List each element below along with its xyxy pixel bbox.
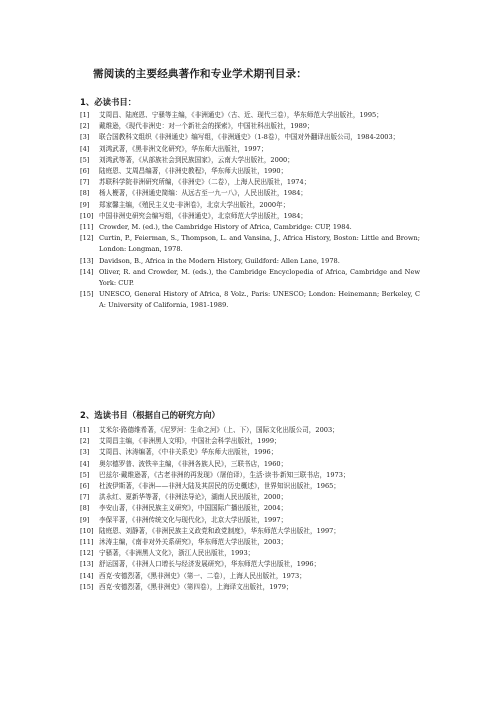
- reference-text: 中国非洲史研究会编写组，《非洲通史》，北京师范大学出版社，1984；: [99, 211, 307, 220]
- reference-number: [5]: [80, 155, 90, 164]
- reference-item: [80, 188, 420, 199]
- reference-item: [80, 447, 420, 458]
- reference-text: 李安山著，《非洲民族主义研究》，中国国际广播出版社，2004；: [99, 504, 288, 513]
- reference-number: [1]: [80, 111, 90, 119]
- reference-number: [13]: [80, 560, 94, 569]
- reference-number: [3]: [80, 448, 90, 457]
- reference-text: 艾周昌主编，《非洲黑人文明》，中国社会科学出版社，1999；: [99, 437, 281, 446]
- reference-item: [80, 155, 420, 166]
- optional-reading-list: [80, 425, 420, 593]
- section-heading-required: 1、必读书目：: [80, 97, 137, 107]
- reference-number: [9]: [80, 515, 90, 524]
- reference-number: [9]: [80, 200, 90, 209]
- reference-text: 陆庭恩、刘静著，《非洲民族主义政党和政党制度》，华东师范大学出版社，1997；: [99, 526, 340, 535]
- reference-item: [80, 470, 420, 481]
- reference-item: [80, 492, 420, 503]
- reference-text: 郑家馨主编，《殖民主义史·非洲卷》，北京大学出版社，2000年；: [99, 200, 290, 209]
- reference-item: [80, 132, 420, 143]
- reference-text: 西克·安德烈著，《黑非洲史》（第一、二卷），上海人民出版社，1973；: [99, 571, 306, 580]
- reference-item: [80, 559, 420, 570]
- reference-text: 刘鸿武著，《黑非洲文化研究》，华东师大出版社，1997；: [99, 144, 268, 153]
- reference-item: [80, 110, 420, 121]
- section-heading-optional: 2、选读书目（根据自己的研究方向）: [80, 410, 220, 420]
- reference-text: 杨人楩著，《非洲通史简编：从远古至一九一八》，人民出版社，1984；: [99, 189, 307, 198]
- page-title: 需阅读的主要经典著作和专业学术期刊目录：: [93, 68, 307, 80]
- reference-text: 艾米尔·路德维希著，《尼罗河：生命之河》（上、下），国际文化出版公司，2003；: [99, 426, 339, 434]
- reference-item: [80, 436, 420, 447]
- reference-item: [80, 515, 420, 526]
- reference-text: 西克·安德烈著，《黑非洲史》（第四卷），上海译文出版社，1979；: [99, 582, 293, 591]
- reference-text: 巴兹尔·戴维逊著，《古老非洲的再发现》（屠伯译），生活·读书·新知三联书店，1973；: [99, 470, 350, 479]
- reference-number: [3]: [80, 133, 90, 142]
- reference-text: 艾周昌、沐涛编著，《中非关系史》华东师大出版社，1996；: [99, 448, 278, 457]
- reference-item: [80, 548, 420, 559]
- reference-text: 戴维逊，《现代非洲史：对一个新社会的探索》，中国社科出版社，1989；: [99, 122, 314, 131]
- reference-text: Oliver, R. and Crowder, M. (eds.), the Cambridge Encyclopedia of Africa, Cambridge and New York: CUP.: [99, 267, 420, 288]
- reference-item: [80, 166, 420, 177]
- reference-text: Davidson, B., Africa in the Modern History, Guildford: Allen Lane, 1978.: [99, 256, 340, 265]
- reference-number: [10]: [80, 526, 94, 535]
- reference-number: [14]: [80, 571, 94, 580]
- reference-item: [80, 200, 420, 211]
- reference-number: [2]: [80, 437, 90, 446]
- reference-text: 宁骚著，《非洲黑人文化》，浙江人民出版社，1993；: [99, 549, 255, 558]
- reference-number: [2]: [80, 122, 90, 131]
- reference-text: 联合国教科文组织《非洲通史》编写组，《非洲通史》（1-8卷），中国对外翻译出版公司，1984-2003；: [99, 133, 400, 142]
- reference-text: Curtin, P., Feierman, S., Thompson, L. and Vansina, J., Africa History, Boston: Little and Brown; London: Longman, 1978.: [99, 234, 420, 254]
- reference-number: [4]: [80, 459, 90, 468]
- reference-number: [7]: [80, 493, 90, 502]
- required-reading-list: [80, 110, 420, 312]
- reference-text: 杜波伊斯著，《非洲——非洲大陆及其居民的历史概述》，世界知识出版社，1965；: [99, 482, 340, 491]
- reference-number: [10]: [80, 211, 94, 220]
- reference-text: 奥尔德罗普、波铁辛主编，《非洲各族人民》，三联书店，1960；: [99, 459, 288, 468]
- reference-text: 舒运国著，《非洲人口增长与经济发展研究》，华东师范大学出版社，1996；: [99, 560, 321, 569]
- reference-item: [80, 526, 420, 537]
- reference-item: [80, 425, 420, 436]
- reference-text: 沐涛主编，《南非对外关系研究》，华东师范大学出版社，2003；: [99, 538, 288, 547]
- reference-item: [80, 177, 420, 188]
- reference-item: [80, 481, 420, 492]
- reference-text: 苏联科学院非洲研究所编，《非洲史》（二卷），上海人民出版社，1974；: [99, 178, 311, 187]
- reference-item: [80, 459, 420, 470]
- reference-item: [80, 256, 420, 267]
- reference-number: [11]: [80, 223, 94, 232]
- reference-number: [1]: [80, 426, 90, 434]
- reference-number: [13]: [80, 256, 94, 265]
- reference-number: [14]: [80, 267, 94, 276]
- reference-item: [80, 289, 420, 311]
- reference-item: [80, 503, 420, 514]
- reference-item: [80, 121, 420, 132]
- reference-item: [80, 211, 420, 222]
- reference-text: 艾周昌、陆庭恩、宁骚等主编，《非洲通史》（古、近、现代三卷），华东师范大学出版社，1995；: [99, 111, 383, 119]
- reference-number: [15]: [80, 290, 94, 299]
- reference-number: [6]: [80, 482, 90, 491]
- reference-number: [6]: [80, 167, 90, 176]
- reference-number: [8]: [80, 189, 90, 198]
- reference-item: [80, 144, 420, 155]
- reference-item: [80, 222, 420, 233]
- reference-number: [5]: [80, 470, 90, 479]
- reference-text: 刘鸿武等著，《从部族社会到民族国家》，云南大学出版社，2000；: [99, 155, 294, 164]
- reference-item: [80, 582, 420, 593]
- reference-text: 李保平著，《非洲传统文化与现代化》，北京大学出版社，1997；: [99, 515, 288, 524]
- reference-number: [4]: [80, 144, 90, 153]
- reference-item: [80, 267, 420, 289]
- reference-number: [7]: [80, 178, 90, 187]
- reference-text: 洪永红、夏新华等著，《非洲法导论》，湖南人民出版社，2000；: [99, 493, 288, 502]
- reference-item: [80, 571, 420, 582]
- reference-text: Crowder, M. (ed.), the Cambridge History of Africa, Cambridge: CUP, 1984.: [99, 223, 352, 232]
- reference-number: [15]: [80, 582, 94, 591]
- reference-item: [80, 537, 420, 548]
- reference-text: UNESCO, General History of Africa, 8 Volz., Paris: UNESCO; London: Heinemann; Berkeley, C A: University of California, 1981-1989.: [99, 290, 420, 310]
- reference-number: [8]: [80, 504, 90, 513]
- reference-item: [80, 233, 420, 255]
- reference-number: [12]: [80, 549, 94, 558]
- reference-number: [12]: [80, 234, 94, 243]
- reference-text: 陆庭恩、艾周昌编著，《非洲史教程》，华东师大出版社，1990；: [99, 167, 288, 176]
- reference-number: [11]: [80, 538, 94, 547]
